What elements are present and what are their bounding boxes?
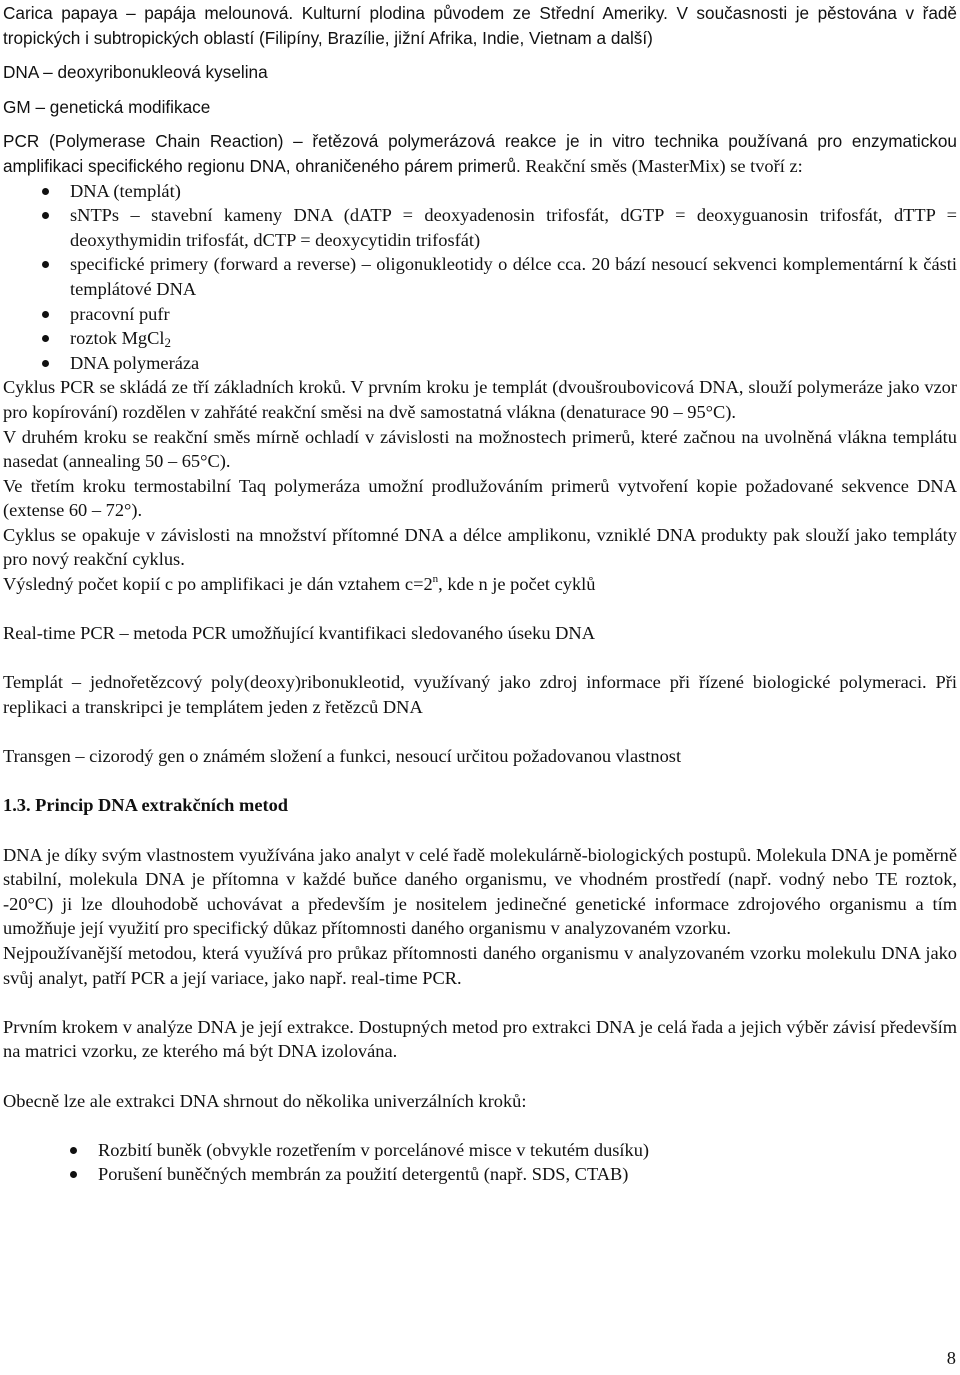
cycle-step-1: Cyklus PCR se skládá ze tří základních kroků. V prvním kroku je templát (dvoušroubovicová DNA, slouží polymeráze jako vzor pro kopírování) rozdělen v zahřáté reakční směsi na dvě samostatná vlákna (denaturace 90 – 95°C).: [3, 377, 957, 422]
list-item: Porušení buněčných membrán za použití detergentů (např. SDS, CTAB): [98, 1162, 957, 1187]
document-page: [3, 1, 957, 1187]
extraction-paragraph-3: Prvním krokem v analýze DNA je její extrakce. Dostupných metod pro extrakci DNA je celá řada a jejich výběr závisí především na matrici vzorku, ze kterého má být DNA izolována.: [3, 1016, 957, 1062]
mastermix-list: [3, 179, 957, 376]
carica-paragraph: Carica papaya – papája melounová. Kulturní plodina původem ze Střední Ameriky. V současnosti je pěstována v řadě tropických i subtropických oblastí (Filipíny, Brazílie, jižní Afrika, Indie, Vietnam a další): [3, 3, 957, 48]
list-item: DNA (templát): [70, 179, 957, 204]
cycle-repeat: Cyklus se opakuje v závislosti na množství přítomné DNA a délce amplikonu, vzniklé DNA produkty pak slouží jako templáty pro nový reakční cyklus.: [3, 524, 957, 570]
mgcl-subscript: 2: [164, 335, 172, 351]
extraction-paragraph-4: Obecně lze ale extrakci DNA shrnout do několika univerzálních kroků:: [3, 1090, 527, 1111]
list-item: sNTPs – stavební kameny DNA (dATP = deoxyadenosin trifosfát, dGTP = deoxyguanosin trifosfát, dTTP = deoxythymidin trifosfát, dCTP = deoxycytidin trifosfát): [70, 203, 957, 252]
transgen-definition: Transgen – cizorodý gen o známém složení a funkci, nesoucí určitou požadovanou vlastnost: [3, 746, 682, 767]
realtime-definition: Real-time PCR – metoda PCR umožňující kvantifikaci sledovaného úseku DNA: [3, 623, 595, 644]
pcr-paragraph: [3, 129, 957, 178]
page-number: 8: [946, 1348, 956, 1369]
extraction-paragraph-2: Nejpoužívanější metodou, která využívá pro průkaz přítomnosti daného organismu v analyzovaném vzorku molekulu DNA jako svůj analyt, patří PCR a její variace, jako např. real-time PCR.: [3, 942, 957, 988]
list-item: pracovní pufr: [70, 302, 957, 327]
list-item: Rozbití buněk (obvykle rozetřením v porcelánové misce v tekutém dusíku): [98, 1138, 957, 1163]
cycle-step-3: Ve třetím kroku termostabilní Taq polymeráza umožní prodlužováním primerů vytvoření kopie požadované sekvence DNA (extense 60 – 72°).: [3, 475, 957, 521]
list-item: specifické primery (forward a reverse) – oligonukleotidy o délce cca. 20 bází nesoucí sekvenci komplementární k části templátové DNA: [70, 252, 957, 301]
pcr-definition: PCR (Polymerase Chain Reaction) – řetězová polymerázová reakce je in vitro technika používaná pro enzymatickou amplifikaci specifického regionu DNA, ohraničeného párem primerů.: [3, 131, 957, 176]
list-item: DNA polymeráza: [70, 351, 957, 376]
dna-definition: DNA – deoxyribonukleová kyselina: [3, 62, 268, 83]
mgcl-label: roztok MgCl: [70, 328, 165, 349]
mastermix-intro: Reakční směs (MasterMix) se tvoří z:: [520, 155, 803, 176]
template-definition: Templát – jednořetězcový poly(deoxy)ribonukleotid, využívaný jako zdroj informace při řízené biologické polymeraci. Při replikaci a transkripci je templátem jeden z řetězců DNA: [3, 672, 957, 718]
list-item: [70, 326, 957, 351]
section-heading: 1.3. Princip DNA extrakčních metod: [3, 795, 289, 816]
cycle-step-2: V druhém kroku se reakční směs mírně ochladí v závislosti na možnostech primerů, které začnou na uvolněná vlákna templátu nasedat (annealing 50 – 65°C).: [3, 426, 957, 472]
gm-definition: GM – genetická modifikace: [3, 96, 211, 117]
extraction-paragraph-1: DNA je díky svým vlastnostem využívána jako analyt v celé řadě molekulárně-biologických postupů. Molekula DNA je poměrně stabilní, molekula DNA je přítomna v každé buňce daného organismu, ve vhodném prostředí (např. vodný nebo TE roztok, -20°C) ji lze dlouhodobě uchovávat a především je nositelem jedinečné genetické informace zdrojového organismu a tím umožňuje její využití pro specifický důkaz přítomnosti daného organismu v analyzovaném vzorku.: [3, 844, 957, 939]
copy-formula: Výsledný počet kopií c po amplifikaci je dán vztahem $c=2^n$, kde n je počet cyklů: [3, 573, 596, 595]
extraction-steps-list: [3, 1138, 957, 1187]
